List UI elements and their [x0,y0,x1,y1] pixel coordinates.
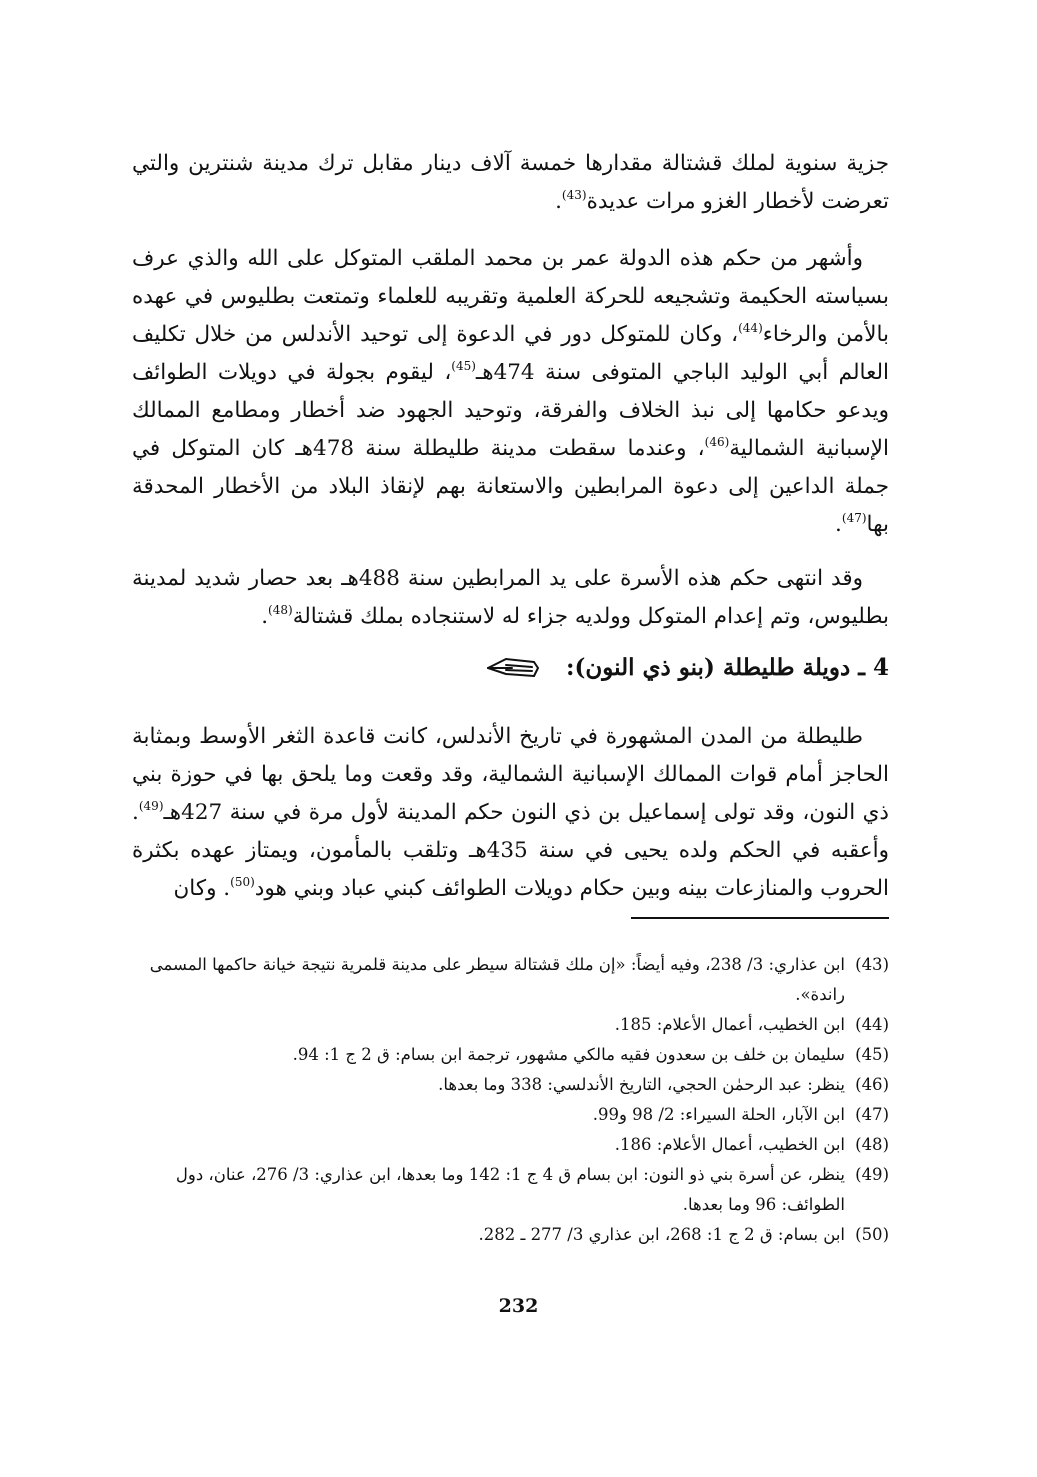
footnote-number: (47) [855,1105,889,1124]
paragraph-text-run: . [555,189,562,214]
footnote-43 [129,950,889,1010]
paragraph-text-run: جزية سنوية لملك قشتالة مقدارها خمسة آلاف دينار مقابل ترك مدينة شنترين والتي تعرضت لأخطار الغزو مرات عديدة [132,151,889,214]
footnote-number: (50) [855,1225,889,1244]
paragraph-text-run: . [835,512,842,537]
paragraph-text-run: ، وكان للمتوكل دور في الدعوة إلى توحيد الأندلس من خلال تكليف العالم أبي الوليد الباجي المتوفى سنة 474هـ [132,322,889,385]
footnote-text: ابن الخطيب، أعمال الأعلام: 186. [614,1135,845,1154]
footnote-text: ابن بسام: ق 2 ج 1: 268، ابن عذاري 3/ 277 ـ 282. [478,1225,845,1244]
footnote-number: (49) [855,1165,889,1184]
footnote-text: ينظر: عبد الرحمٰن الحجي، التاريخ الأندلسي: 338 وما بعدها. [438,1075,845,1094]
footnote-46 [129,1070,889,1100]
page-number: 232 [498,1295,539,1317]
footnote-text: ينظر، عن أسرة بني ذو النون: ابن بسام ق 4 ج 1: 142 وما بعدها، ابن عذاري: 3/ 276، عنان، دول الطوائف: 96 وما بعدها. [175,1165,845,1214]
footnote-number: (48) [855,1135,889,1154]
paragraph-text-run: . [261,604,269,629]
footnote-number: (46) [855,1075,889,1094]
footnote-ref: (47) [841,511,867,525]
section-heading-text: 4 ـ دويلة طليطلة (بنو ذي النون): [565,654,889,681]
footnotes-list [129,950,889,1250]
footnote-number: (45) [855,1045,889,1064]
footnote-48 [129,1130,889,1160]
footnote-ref: (46) [704,435,730,449]
paragraph-text-run: . وكان [173,876,231,901]
footnote-49 [129,1160,889,1220]
footnote-45 [129,1040,889,1070]
paragraph-text-run: ، وعندما سقطت مدينة طليطلة سنة 478هـ كان المتوكل في جملة الداعين إلى دعوة المرابطين والاستعانة بهم لإنقاذ البلاد من الأخطار المحدقة بها [132,436,889,537]
footnote-text: سليمان بن خلف بن سعدون فقيه مالكي مشهور، ترجمة ابن بسام: ق 2 ج 1: 94. [292,1045,845,1064]
paragraph-2 [132,240,889,544]
footnote-ref: (48) [268,603,293,617]
footnote-50 [129,1220,889,1250]
paragraph-text-run: طليطلة من المدن المشهورة في تاريخ الأندلس، كانت قاعدة الثغر الأوسط وبمثابة الحاجز أمام قوات الممالك الإسبانية الشمالية، وقد وقعت وما يلحق بها في حوزة بني ذي النون، وقد تولى إسماعيل بن ذي النون حكم المدينة لأول مرة في سنة 427هـ [132,724,889,825]
footnote-44 [129,1010,889,1040]
footnote-number: (43) [855,955,889,974]
footnote-text: ابن عذاري: 3/ 238، وفيه أيضاً: «إن ملك قشتالة سيطر على مدينة قلمرية نتيجة خيانة حاكمها المسمى راندة». [149,955,845,1004]
section-heading [484,648,889,688]
footnote-ref: (44) [738,321,763,335]
footnote-47 [129,1100,889,1130]
footnote-number: (44) [855,1015,889,1034]
paragraph-text-run: . وأعقبه في الحكم ولده يحيى في سنة 435هـ وتلقب بالمأمون، ويمتاز عهده بكثرة الحروب والمنازعات بينه وبين حكام دويلات الطوائف كبني عباد وبني هود [132,800,889,901]
footnote-text: ابن الآبار، الحلة السيراء: 2/ 98 و99. [592,1105,845,1124]
paragraph-3 [132,560,889,636]
footnote-ref: (43) [561,188,587,202]
pointing-hand-icon [484,654,542,682]
footnote-ref: (45) [451,359,476,373]
footnote-text: ابن الخطيب، أعمال الأعلام: 185. [614,1015,845,1034]
footnote-divider [631,917,889,919]
paragraph-text-run: ، ليقوم بجولة في دويلات الطوائف ويدعو حكامها إلى نبذ الخلاف والفرقة، وتوحيد الجهود ضد أخطار ومطامع الممالك الإسبانية الشمالية [132,360,889,461]
paragraph-text-run: وأشهر من حكم هذه الدولة عمر بن محمد الملقب المتوكل على الله والذي عرف بسياسته الحكيمة وتشجيعه للحركة العلمية وتقريبه للعلماء وتمتعت بطليوس في عهده بالأمن والرخاء [132,246,889,347]
footnote-ref: (49) [138,799,164,813]
paragraph-1 [132,145,889,221]
footnote-ref: (50) [230,875,255,889]
paragraph-4 [132,718,889,908]
paragraph-text-run: وقد انتهى حكم هذه الأسرة على يد المرابطين سنة 488هـ بعد حصار شديد لمدينة بطليوس، وتم إعدام المتوكل وولديه جزاء له لاستنجاده بملك قشتالة [132,566,889,629]
